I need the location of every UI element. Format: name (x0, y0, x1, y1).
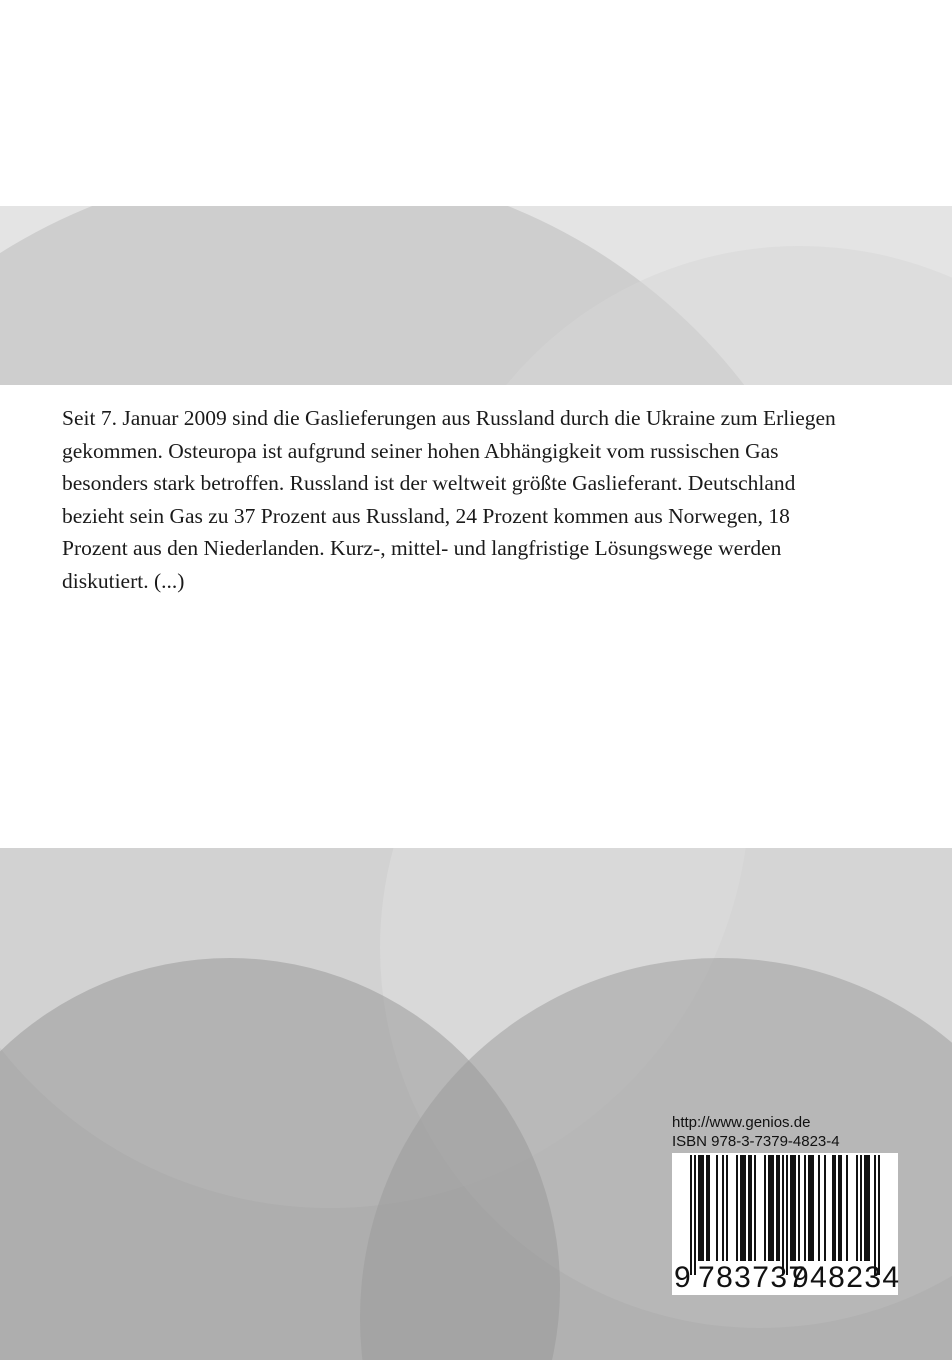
back-cover-blurb (62, 402, 892, 597)
barcode-lead-digit: 9 (674, 1261, 691, 1294)
barcode-bar (864, 1155, 866, 1261)
barcode-bar (750, 1155, 752, 1261)
barcode-bar (716, 1155, 718, 1261)
barcode-bar (808, 1155, 810, 1261)
top-band-sheen (0, 206, 952, 385)
publisher-url: http://www.genios.de (672, 1114, 811, 1131)
blurb-line: besonders stark betroffen. Russland ist der weltweit größte Gaslieferant. Deutschland (62, 471, 796, 495)
barcode-digits (672, 1261, 901, 1295)
top-band-graphic (0, 206, 952, 385)
barcode-bar (856, 1155, 858, 1261)
barcode-bar (776, 1155, 778, 1261)
barcode-bar (744, 1155, 746, 1261)
barcode-bar (812, 1155, 814, 1261)
barcode-bar (846, 1155, 848, 1261)
barcode-bar (832, 1155, 834, 1261)
barcode-bar (798, 1155, 800, 1261)
barcode-bar (866, 1155, 868, 1261)
barcode-bar (818, 1155, 820, 1261)
barcode-bar (824, 1155, 826, 1261)
barcode-bar (790, 1155, 792, 1261)
barcode-bar (754, 1155, 756, 1261)
barcode-bar (700, 1155, 702, 1261)
barcode-bar (698, 1155, 700, 1261)
barcode-bar (792, 1155, 794, 1261)
barcode-bar (860, 1155, 862, 1261)
barcode-bar (706, 1155, 708, 1261)
barcode-bar (736, 1155, 738, 1261)
top-decorative-band (0, 206, 952, 385)
barcode-bar (722, 1155, 724, 1261)
barcode-bar (742, 1155, 744, 1261)
barcode-bar (838, 1155, 840, 1261)
barcode-guard-bar (694, 1155, 696, 1275)
blurb-line: diskutiert. (...) (62, 568, 185, 593)
publisher-imprint (672, 1113, 902, 1151)
barcode-bar (778, 1155, 780, 1261)
barcode-guard-bar (874, 1155, 876, 1275)
barcode-right-digits: 948234 (792, 1261, 901, 1294)
blurb-line: bezieht sein Gas zu 37 Prozent aus Russland, 24 Prozent kommen aus Norwegen, 18 (62, 503, 790, 528)
barcode-bar (702, 1155, 704, 1261)
barcode-bar (708, 1155, 710, 1261)
barcode-bar (740, 1155, 742, 1261)
barcode-bar (810, 1155, 812, 1261)
isbn-barcode (672, 1153, 901, 1295)
barcode-bar (772, 1155, 774, 1261)
barcode-bar (868, 1155, 870, 1261)
blurb-line: Seit 7. Januar 2009 sind die Gaslieferungen aus Russland durch die Ukraine zum Erliegen (62, 406, 836, 430)
barcode-bar (764, 1155, 766, 1261)
barcode-bar (834, 1155, 836, 1261)
barcode-guard-bar (690, 1155, 692, 1275)
barcode-bar (804, 1155, 806, 1261)
barcode-bar (726, 1155, 728, 1261)
barcode-bar (794, 1155, 796, 1261)
barcode-bars (672, 1153, 898, 1275)
barcode-left-digits: 783737 (698, 1261, 807, 1294)
barcode-bar (768, 1155, 770, 1261)
barcode-guard-bar (878, 1155, 880, 1275)
barcode-guard-bar (786, 1155, 788, 1275)
blurb-line: Prozent aus den Niederlanden. Kurz-, mittel- und langfristige Lösungswege werden (62, 536, 782, 560)
barcode-bar (748, 1155, 750, 1261)
blurb-line: gekommen. Osteuropa ist aufgrund seiner hohen Abhängigkeit vom russischen Gas (62, 438, 779, 463)
isbn-text: ISBN 978-3-7379-4823-4 (672, 1133, 840, 1150)
barcode-bar (770, 1155, 772, 1261)
barcode-guard-bar (782, 1155, 784, 1275)
barcode-bar (840, 1155, 842, 1261)
